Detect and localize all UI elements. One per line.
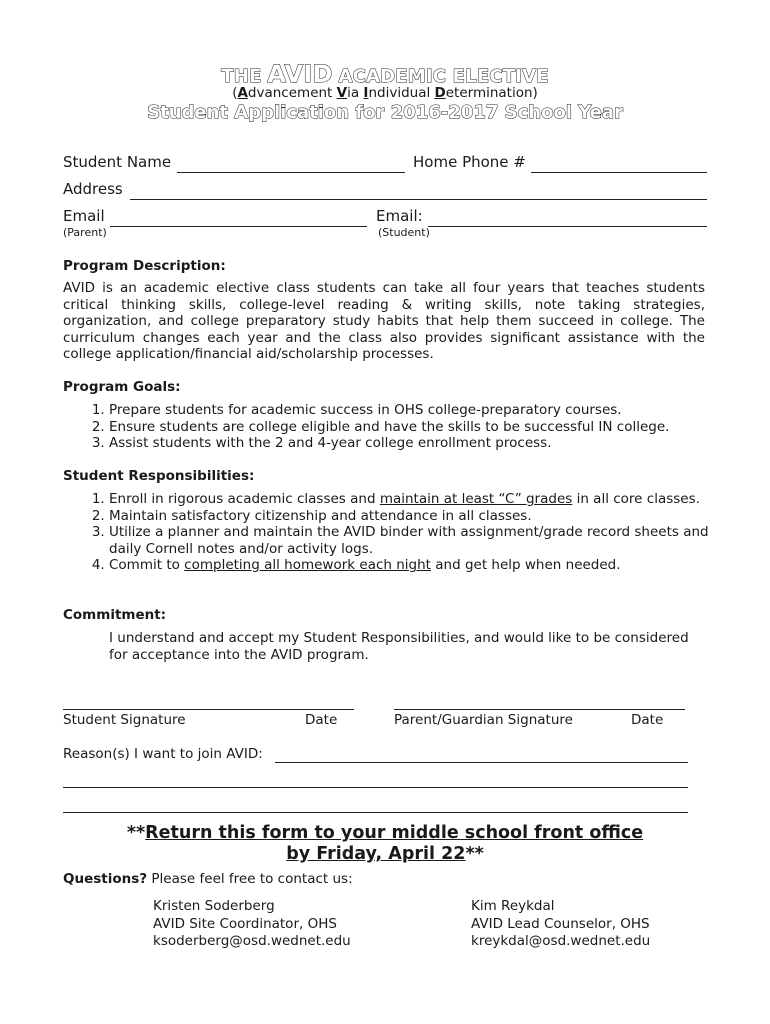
responsibility-item xyxy=(109,491,709,508)
sub-d-rest: etermination) xyxy=(445,85,538,101)
contact-name: Kristen Soderberg xyxy=(153,898,275,914)
program-goals-heading: Program Goals: xyxy=(63,379,181,395)
responsibility-item: 3. Utilize a planner and maintain the AVID binder with assignment/grade record sheets and daily Cornell notes and/or activity logs. xyxy=(109,524,709,557)
return-line-1: Return this form to your middle school front office xyxy=(145,823,644,843)
return-note-line-1 xyxy=(0,822,770,844)
resp1-underlined: maintain at least “C” grades xyxy=(379,491,573,507)
sub-i-rest: ndividual xyxy=(368,85,435,101)
student-name-label: Student Name xyxy=(63,153,172,171)
contact-role: AVID Lead Counselor, OHS xyxy=(471,915,650,932)
student-date-label: Date xyxy=(305,712,338,728)
return-prefix: ** xyxy=(126,823,146,843)
home-phone-label: Home Phone # xyxy=(413,153,526,171)
student-name-field[interactable] xyxy=(177,172,405,173)
contact-email[interactable]: ksoderberg@osd.wednet.edu xyxy=(153,933,351,949)
goal-item: 2. Ensure students are college eligible and have the skills to be successful IN college. xyxy=(109,419,749,436)
contact-role: AVID Site Coordinator, OHS xyxy=(153,915,337,932)
title-avid: AVID xyxy=(267,60,333,88)
responsibilities-list xyxy=(63,491,709,574)
program-description-heading: Program Description: xyxy=(63,258,226,274)
reasons-label: Reason(s) I want to join AVID: xyxy=(63,746,263,762)
sub-v: V xyxy=(336,85,348,101)
resp1-pre: Enroll in rigorous academic classes and xyxy=(109,491,380,507)
resp4-underlined: completing all homework each night xyxy=(184,557,431,573)
return-note-line-2 xyxy=(0,843,770,865)
title-the: THE xyxy=(221,66,262,87)
resp4-pre: Commit to xyxy=(109,557,185,573)
parent-email-field[interactable] xyxy=(110,226,367,227)
questions-line xyxy=(63,871,353,887)
sub-i: I xyxy=(363,85,369,101)
parent-email-label: Email xyxy=(63,207,105,225)
goal-item: 3. Assist students with the 2 and 4-year college enrollment process. xyxy=(109,435,749,452)
reasons-field-line-1[interactable] xyxy=(275,762,688,763)
application-title xyxy=(0,102,770,123)
sub-a: A xyxy=(237,85,248,101)
application-title-text: Student Application for 2016-2017 School Year xyxy=(147,102,623,123)
contact-name: Kim Reykdal xyxy=(471,898,555,914)
reasons-field-line-3[interactable] xyxy=(63,812,688,813)
return-line-2: by Friday, April 22 xyxy=(286,844,466,864)
return-suffix: ** xyxy=(465,844,484,864)
acronym-subtitle xyxy=(0,85,770,101)
home-phone-field[interactable] xyxy=(531,172,707,173)
title-rest: ACADEMIC ELECTIVE xyxy=(338,66,549,87)
parent-signature-line[interactable] xyxy=(394,709,685,710)
student-email-label: Email: xyxy=(376,207,423,225)
resp1-post: in all core classes. xyxy=(572,491,700,507)
parent-date-label: Date xyxy=(631,712,664,728)
goal-item: 1. Prepare students for academic success in OHS college-preparatory courses. xyxy=(109,402,749,419)
student-note: (Student) xyxy=(378,226,430,239)
form-title xyxy=(0,60,770,88)
program-description-text: AVID is an academic elective class students can take all four years that teaches students critical thinking skills, college-level reading & writing skills, note taking strategies, organization, and college preparatory study habits that help them succeed in college. The curriculum changes each year and the class also provides significant assistance with the college application/financial aid/scholarship processes. xyxy=(63,280,705,362)
questions-label: Questions? xyxy=(63,871,148,887)
sub-a-rest: dvancement xyxy=(247,85,337,101)
parent-signature-label: Parent/Guardian Signature xyxy=(394,712,573,728)
contact-card xyxy=(471,898,650,951)
commitment-heading: Commitment: xyxy=(63,607,167,623)
address-field[interactable] xyxy=(130,199,707,200)
program-goals-list xyxy=(63,402,749,452)
student-email-field[interactable] xyxy=(428,226,707,227)
contact-card xyxy=(153,898,351,951)
parent-note: (Parent) xyxy=(63,226,107,239)
responsibility-item: 2. Maintain satisfactory citizenship and attendance in all classes. xyxy=(109,508,709,525)
reasons-field-line-2[interactable] xyxy=(63,787,688,788)
responsibility-item xyxy=(109,557,709,574)
contact-email[interactable]: kreykdal@osd.wednet.edu xyxy=(471,933,651,949)
sub-open: ( xyxy=(232,85,238,101)
responsibilities-heading: Student Responsibilities: xyxy=(63,468,255,484)
commitment-text: I understand and accept my Student Responsibilities, and would like to be considered for acceptance into the AVID program. xyxy=(109,630,689,663)
address-label: Address xyxy=(63,180,123,198)
student-signature-label: Student Signature xyxy=(63,712,186,728)
student-signature-line[interactable] xyxy=(63,709,354,710)
questions-text: Please feel free to contact us: xyxy=(147,871,353,887)
resp4-post: and get help when needed. xyxy=(430,557,621,573)
sub-d: D xyxy=(434,85,446,101)
sub-v-rest: ia xyxy=(347,85,364,101)
